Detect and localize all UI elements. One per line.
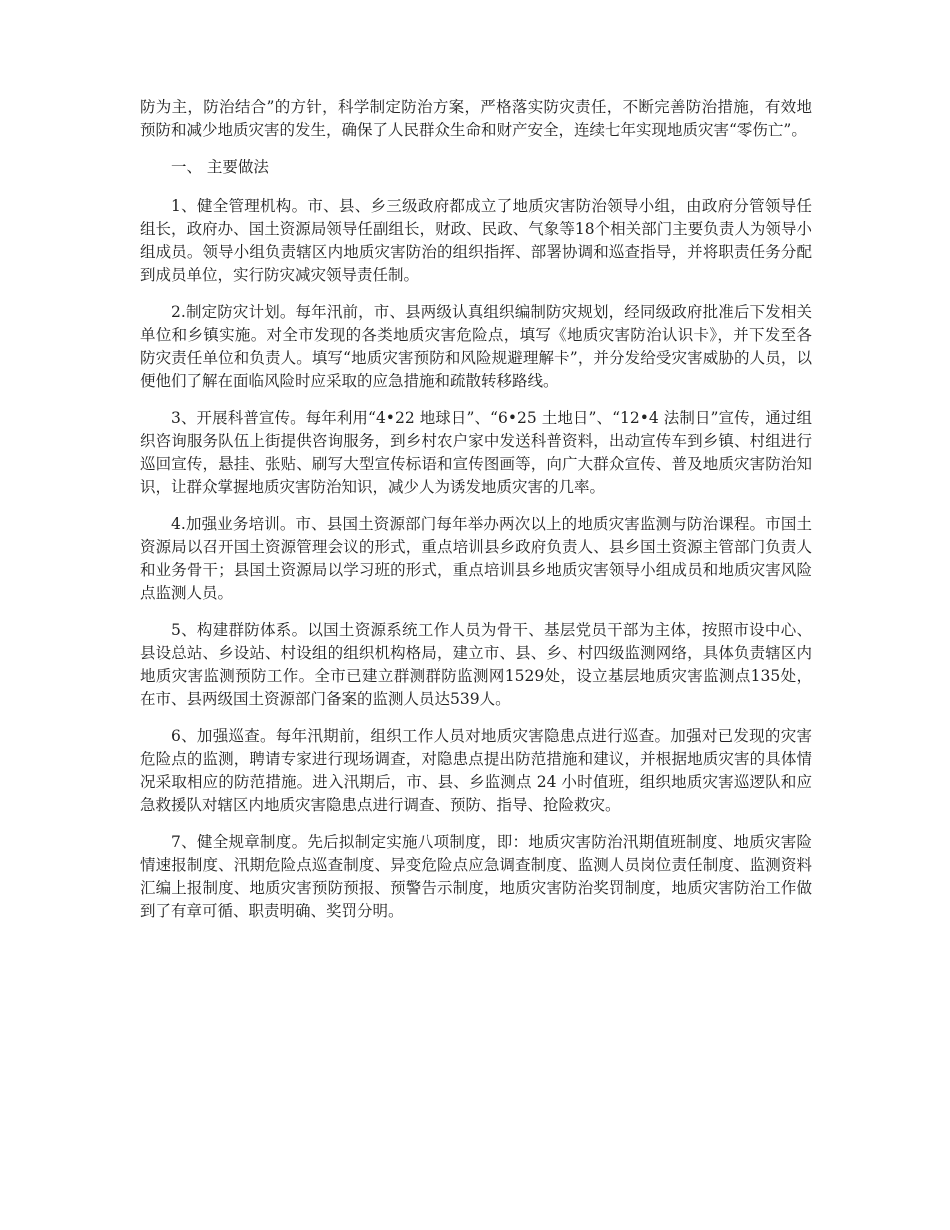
paragraph-science-publicity: 3、开展科普宣传。每年利用“4•22 地球日”、“6•25 土地日”、“12•4 法制日”宣传，通过组织咨询服务队伍上街提供咨询服务，到乡村农户家中发送科普资料，出动宣传车到乡镇、村组进行巡回宣传，悬挂、张贴、刷写大型宣传标语和宣传图画等，向广大群众宣传、普及地质灾害防治知识，让群众掌握地质灾害防治知识，减少人为诱发地质灾害的几率。 (140, 409, 812, 496)
paragraph-business-training: 4.加强业务培训。市、县国土资源部门每年举办两次以上的地质灾害监测与防治课程。市国土资源局以召开国土资源管理会议的形式，重点培训县乡政府负责人、县乡国土资源主管部门负责人和业务骨干；县国土资源局以学习班的形式，重点培训县乡地质灾害领导小组成员和地质灾害风险点监测人员。 (140, 515, 812, 602)
paragraph-mass-prevention-system: 5、构建群防体系。以国土资源系统工作人员为骨干、基层党员干部为主体，按照市设中心、县设总站、乡设站、村设组的组织机构格局，建立市、县、乡、村四级监测网络，具体负责辖区内地质灾害监测预防工作。全市已建立群测群防监测网1529处，设立基层地质灾害监测点135处，在市、县两级国土资源部门备案的监测人员达539人。 (140, 621, 812, 708)
paragraph-inspection: 6、加强巡查。每年汛期前，组织工作人员对地质灾害隐患点进行巡查。加强对已发现的灾害危险点的监测，聘请专家进行现场调查，对隐患点提出防范措施和建议，并根据地质灾害的具体情况采取相应的防范措施。进入汛期后，市、县、乡监测点 24 小时值班，组织地质灾害巡逻队和应急救援队对辖区内地质灾害隐患点进行调查、预防、指导、抢险救灾。 (140, 727, 812, 814)
paragraph-management-organization: 1、健全管理机构。市、县、乡三级政府都成立了地质灾害防治领导小组，由政府分管领导任组长，政府办、国土资源局领导任副组长，财政、民政、气象等18个相关部门主要负责人为领导小组成员。领导小组负责辖区内地质灾害防治的组织指挥、部署协调和巡查指导，并将职责任务分配到成员单位，实行防灾减灾领导责任制。 (140, 197, 812, 284)
intro-paragraph: 防为主，防治结合”的方针，科学制定防治方案，严格落实防灾责任，不断完善防治措施，有效地预防和减少地质灾害的发生，确保了人民群众生命和财产安全，连续七年实现地质灾害“零伤亡”。 (140, 98, 812, 139)
paragraph-disaster-prevention-plan: 2.制定防灾计划。每年汛前，市、县两级认真组织编制防灾规划，经同级政府批准后下发相关单位和乡镇实施。对全市发现的各类地质灾害危险点，填写《地质灾害防治认识卡》，并下发至各防灾责任单位和负责人。填写“地质灾害预防和风险规避理解卡”，并分发给受灾害威胁的人员，以便他们了解在面临风险时应采取的应急措施和疏散转移路线。 (140, 303, 812, 390)
document-body (140, 96, 812, 937)
paragraph-rules-and-regulations: 7、健全规章制度。先后拟制定实施八项制度，即：地质灾害防治汛期值班制度、地质灾害险情速报制度、汛期危险点巡查制度、异变危险点应急调查制度、监测人员岗位责任制度、监测资料汇编上报制度、地质灾害预防预报、预警告示制度，地质灾害防治奖罚制度，地质灾害防治工作做到了有章可循、职责明确、奖罚分明。 (140, 833, 812, 920)
section-heading: 一、 主要做法 (171, 158, 269, 176)
